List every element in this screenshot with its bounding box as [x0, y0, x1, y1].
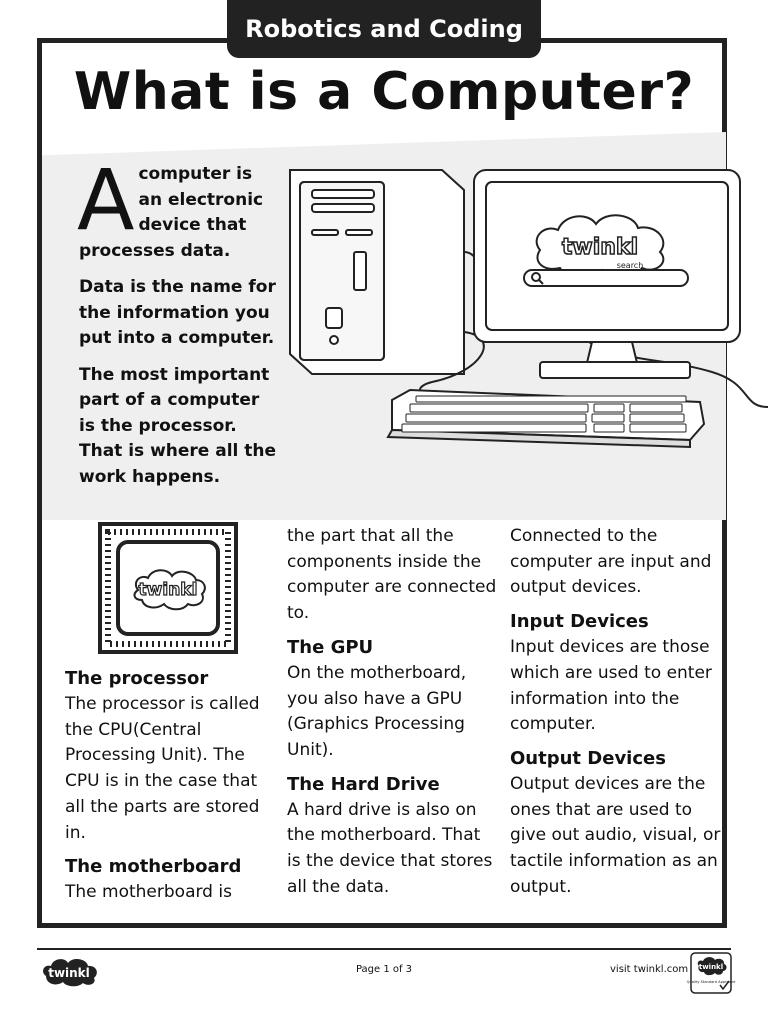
- section-tab-label: Robotics and Coding: [245, 15, 523, 43]
- screen-logo-text: twinkl: [561, 235, 639, 260]
- intro-paragraph-1-text: computer is an electronic device that processes data.: [79, 164, 264, 261]
- motherboard-text-start: The motherboard is: [65, 882, 232, 903]
- column-2: [287, 524, 499, 900]
- output-heading: Output Devices: [510, 747, 666, 769]
- page-title: What is a Computer?: [73, 62, 695, 122]
- chip-logo-text: twinkl: [138, 580, 198, 600]
- motherboard-heading: The motherboard: [65, 856, 242, 878]
- harddrive-text: A hard drive is also on the motherboard. That is the device that stores all the data.: [287, 799, 493, 897]
- screen-logo-sub: search: [616, 261, 644, 270]
- connected-text: Connected to the computer are input and output devices.: [510, 526, 712, 598]
- computer-illustration: [282, 162, 768, 482]
- visit-link[interactable]: visit twinkl.com: [610, 964, 689, 975]
- intro-paragraph-1: [77, 151, 279, 264]
- processor-chip-icon: [98, 522, 238, 654]
- drop-cap: A: [77, 151, 135, 249]
- intro-paragraph-2: Data is the name for the information you put into a computer.: [79, 277, 276, 348]
- intro-paragraph-3: The most important part of a computer is the processor. That is where all the work happens.: [79, 364, 277, 487]
- quality-badge-icon: [686, 952, 736, 994]
- badge-caption: Quality Standard Approved: [686, 980, 736, 984]
- gpu-heading: The GPU: [287, 636, 374, 658]
- processor-heading: The processor: [65, 668, 209, 689]
- page-number: Page 1 of 3: [355, 964, 413, 975]
- section-tab: [227, 0, 541, 58]
- processor-text: The processor is called the CPU(Central Processing Unit). The CPU is in the case that all the parts are stored in.: [65, 694, 260, 843]
- footer-divider: [37, 948, 731, 950]
- badge-logo-text: twinkl: [698, 963, 724, 971]
- footer-logo-text: twinkl: [48, 966, 90, 980]
- harddrive-heading: The Hard Drive: [287, 773, 440, 795]
- intro-text: [77, 151, 279, 501]
- column-3: [510, 524, 722, 900]
- input-text: Input devices are those which are used to enter information into the computer.: [510, 637, 712, 735]
- output-text: Output devices are the ones that are used to give out audio, visual, or tactile information as an output.: [510, 773, 721, 897]
- input-heading: Input Devices: [510, 611, 649, 633]
- column-1: [65, 666, 277, 906]
- gpu-text: On the motherboard, you also have a GPU (Graphics Processing Unit).: [287, 662, 467, 760]
- motherboard-text-cont: the part that all the components inside the computer are connected to.: [287, 526, 497, 624]
